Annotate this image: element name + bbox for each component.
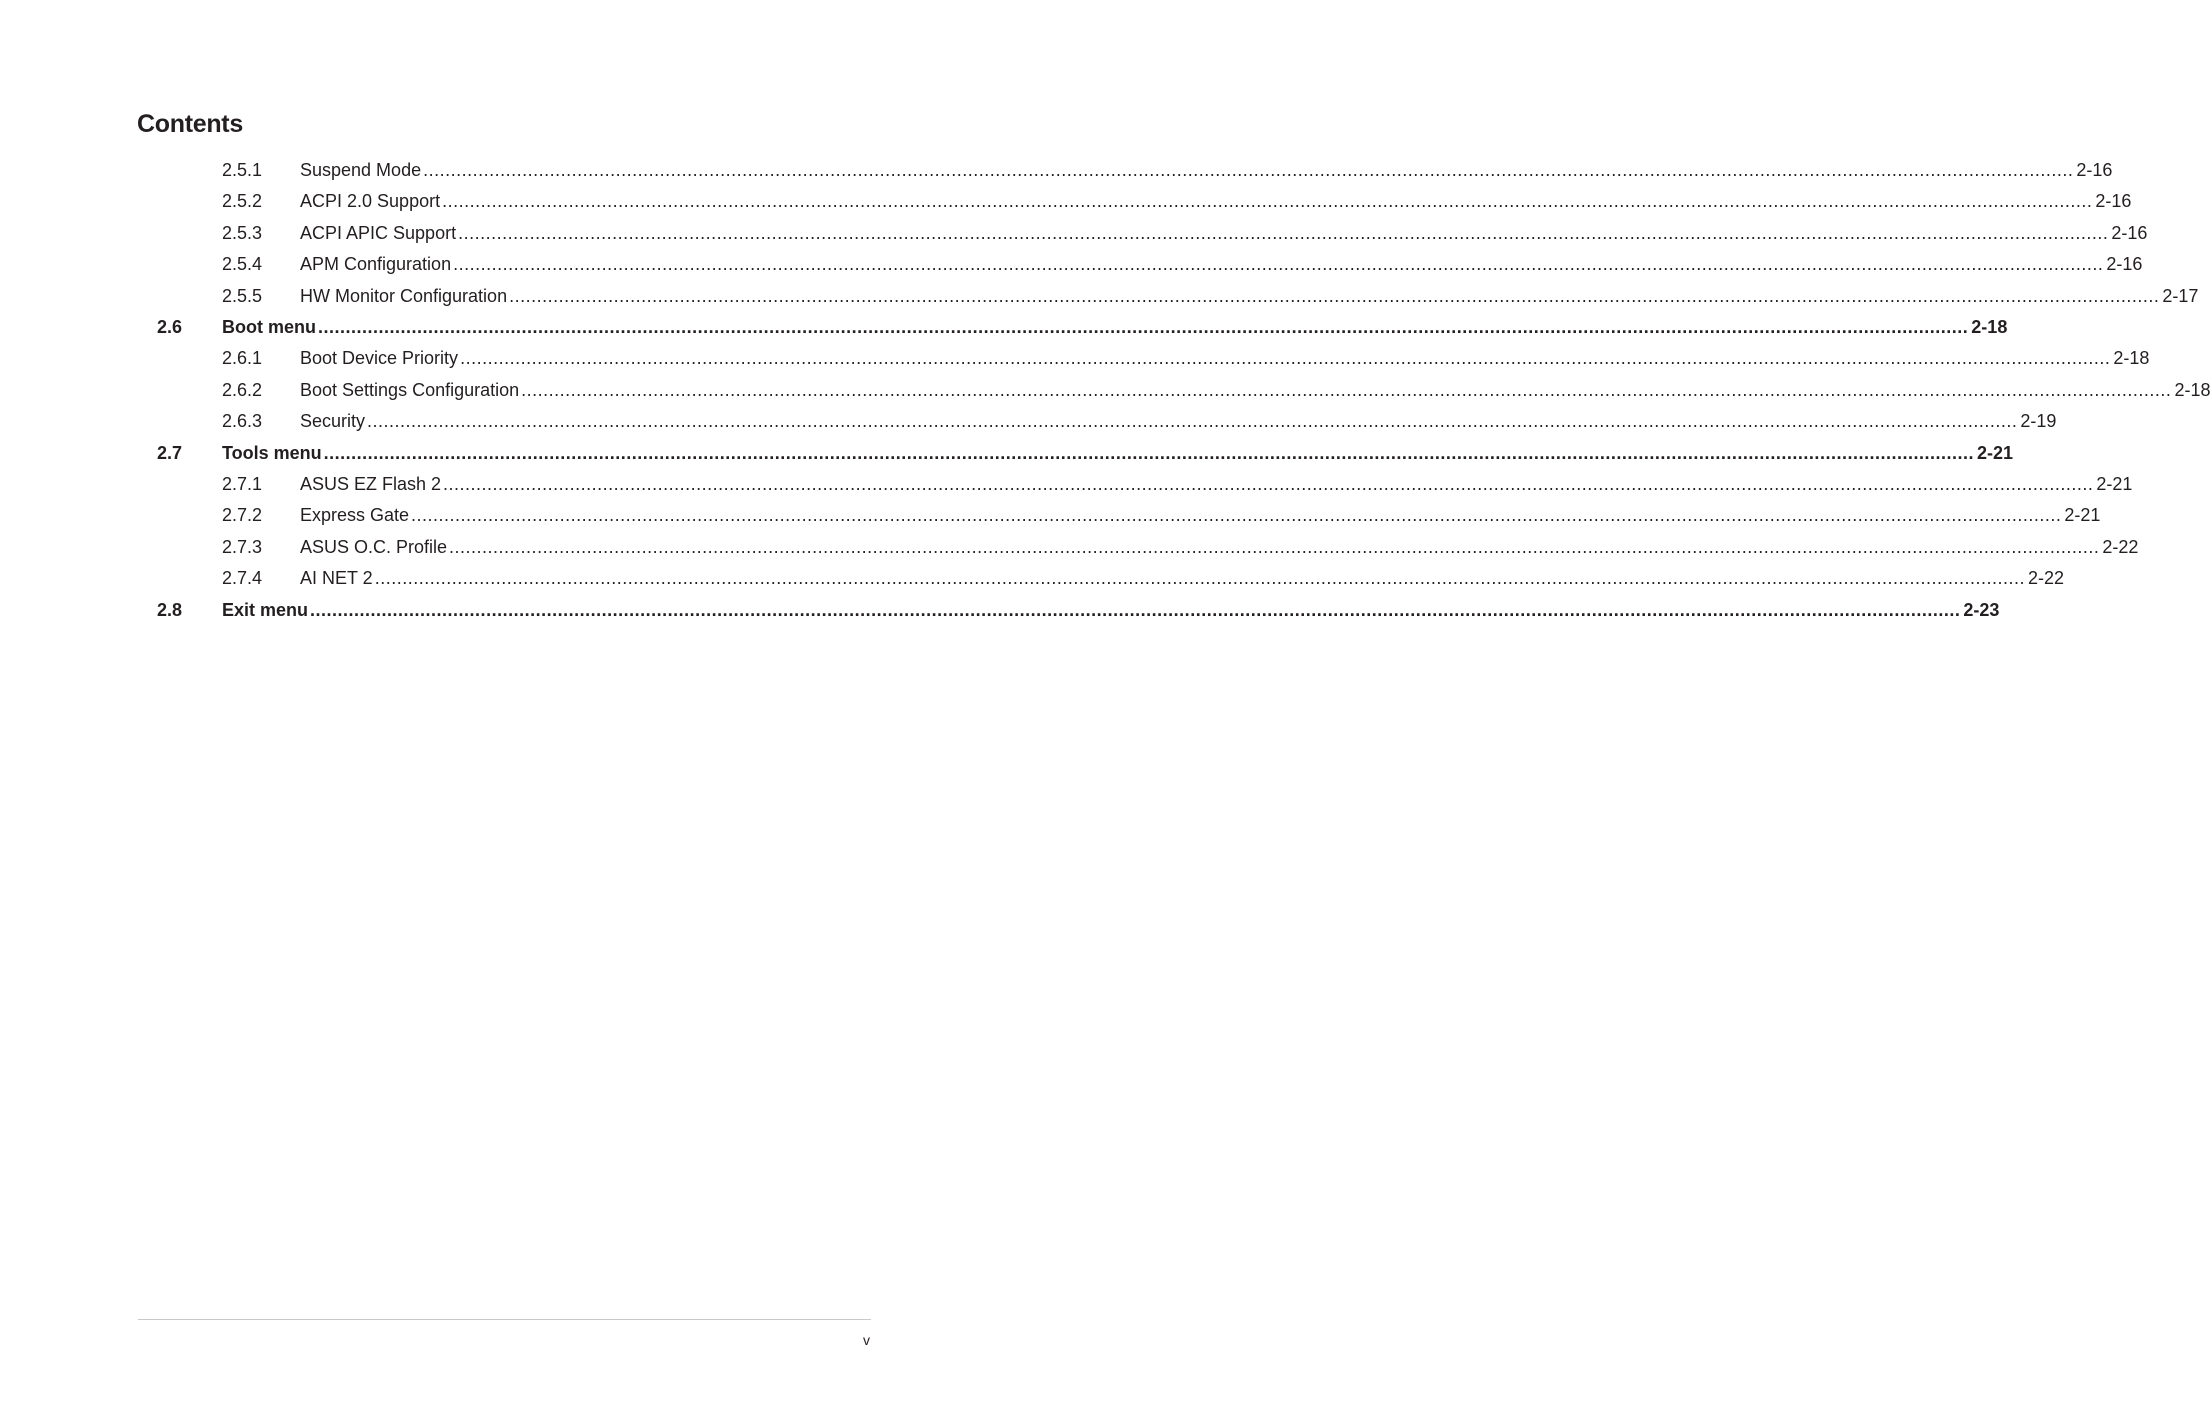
dot-leader: ............................................................................................................................................................................................................................................................................................................: [460, 348, 2111, 369]
dot-leader: ............................................................................................................................................................................................................................................................................................................: [458, 222, 2109, 243]
toc-subsection-entry[interactable]: [0, 469, 2133, 500]
dot-leader: ............................................................................................................................................................................................................................................................................................................: [423, 160, 2074, 180]
toc-entry-number: 2.5.5: [222, 285, 263, 306]
toc-entry-number: 2.5.1: [222, 160, 263, 180]
toc-entry-number: 2.6.3: [222, 411, 263, 432]
toc-entry-page: 2-23: [1963, 599, 2000, 620]
dot-leader: ............................................................................................................................................................................................................................................................................................................: [449, 536, 2100, 557]
toc-entry-title: ACPI 2.0 Support: [300, 191, 441, 212]
toc-entry-page: 2-18: [2113, 348, 2150, 369]
toc-entry-title: Boot Device Priority: [300, 348, 459, 369]
toc-entry-title: Suspend Mode: [300, 160, 422, 180]
dot-leader: ............................................................................................................................................................................................................................................................................................................: [443, 474, 2094, 494]
dot-leader: ............................................................................................................................................................................................................................................................................................................: [509, 285, 2160, 306]
toc-entry-number: 2.7.2: [222, 505, 263, 526]
toc-entry-number: 2.5.3: [222, 222, 263, 243]
toc-entry-title: Tools menu: [222, 442, 322, 463]
dot-leader: ............................................................................................................................................................................................................................................................................................................: [367, 411, 2018, 432]
toc-entry-title: Express Gate: [300, 505, 410, 526]
toc-entry-title: APM Configuration: [300, 254, 452, 275]
toc-entry-number: 2.5.4: [222, 254, 263, 275]
toc-section-entry[interactable]: [0, 438, 2013, 469]
toc-entry-title: Exit menu: [222, 599, 309, 620]
toc-entry-number: 2.7.4: [222, 568, 263, 589]
toc-entry-page: 2-17: [2162, 285, 2199, 306]
toc-subsection-entry[interactable]: [0, 500, 2101, 531]
toc-entry-page: 2-19: [2020, 411, 2057, 432]
dot-leader: ............................................................................................................................................................................................................................................................................................................: [323, 442, 1974, 463]
dot-leader: ............................................................................................................................................................................................................................................................................................................: [453, 254, 2104, 275]
toc-subsection-entry[interactable]: [0, 186, 2132, 217]
toc-subsection-entry[interactable]: [0, 249, 2143, 280]
toc-subsection-entry[interactable]: [0, 375, 2210, 406]
toc-section-entry[interactable]: [0, 312, 2008, 343]
toc-entry-title: AI NET 2: [300, 568, 373, 589]
toc-entry-page: 2-16: [2106, 254, 2143, 275]
toc-subsection-entry[interactable]: [0, 218, 2148, 249]
toc-entry-title: ACPI APIC Support: [300, 222, 457, 243]
toc-entry-page: 2-18: [1971, 317, 2008, 337]
toc-entry-page: 2-16: [2111, 222, 2148, 243]
dot-leader: ............................................................................................................................................................................................................................................................................................................: [411, 505, 2062, 526]
toc-subsection-entry[interactable]: [0, 532, 2139, 563]
toc-entry-page: 2-16: [2095, 191, 2132, 212]
toc-entry-page: 2-16: [2076, 160, 2113, 180]
toc-subsection-entry[interactable]: [0, 343, 2150, 374]
toc-entry-page: 2-22: [2028, 568, 2065, 589]
toc-entry-title: HW Monitor Configuration: [300, 285, 508, 306]
toc-subsection-entry[interactable]: [0, 563, 2065, 594]
page-title: Contents: [137, 110, 243, 138]
toc-entry-number: 2.6.1: [222, 348, 263, 369]
dot-leader: ............................................................................................................................................................................................................................................................................................................: [318, 317, 1969, 337]
toc-entry-title: ASUS O.C. Profile: [300, 536, 448, 557]
toc-subsection-entry[interactable]: [0, 155, 2113, 186]
dot-leader: ............................................................................................................................................................................................................................................................................................................: [521, 379, 2172, 400]
dot-leader: ............................................................................................................................................................................................................................................................................................................: [310, 599, 1961, 620]
toc-entry-number: 2.5.2: [222, 191, 263, 212]
dot-leader: ............................................................................................................................................................................................................................................................................................................: [374, 568, 2025, 589]
toc-entry-number: 2.6.2: [222, 379, 263, 400]
toc-entry-number: 2.7.3: [222, 536, 263, 557]
toc-entry-title: Security: [300, 411, 366, 432]
toc-subsection-entry[interactable]: [0, 406, 2057, 437]
toc-entry-page: 2-21: [2096, 474, 2133, 494]
toc-entry-page: 2-22: [2102, 536, 2139, 557]
toc-entry-number: 2.6: [157, 317, 183, 337]
toc-entry-number: 2.8: [157, 599, 183, 620]
toc-entry-title: Boot Settings Configuration: [300, 379, 520, 400]
toc-entry-title: Boot menu: [222, 317, 316, 337]
toc-section-entry[interactable]: [0, 595, 2000, 626]
footer-divider: [138, 1319, 871, 1320]
toc-entry-page: 2-21: [1976, 442, 2013, 463]
toc-entry-page: 2-21: [2064, 505, 2101, 526]
toc-entry-title: ASUS EZ Flash 2: [300, 474, 442, 494]
dot-leader: ............................................................................................................................................................................................................................................................................................................: [442, 191, 2093, 212]
toc-entry-number: 2.7: [157, 442, 183, 463]
toc-subsection-entry[interactable]: [0, 281, 2199, 312]
footer-page-number: v: [863, 1332, 870, 1348]
toc-entry-page: 2-18: [2174, 379, 2210, 400]
toc-entry-number: 2.7.1: [222, 474, 263, 494]
